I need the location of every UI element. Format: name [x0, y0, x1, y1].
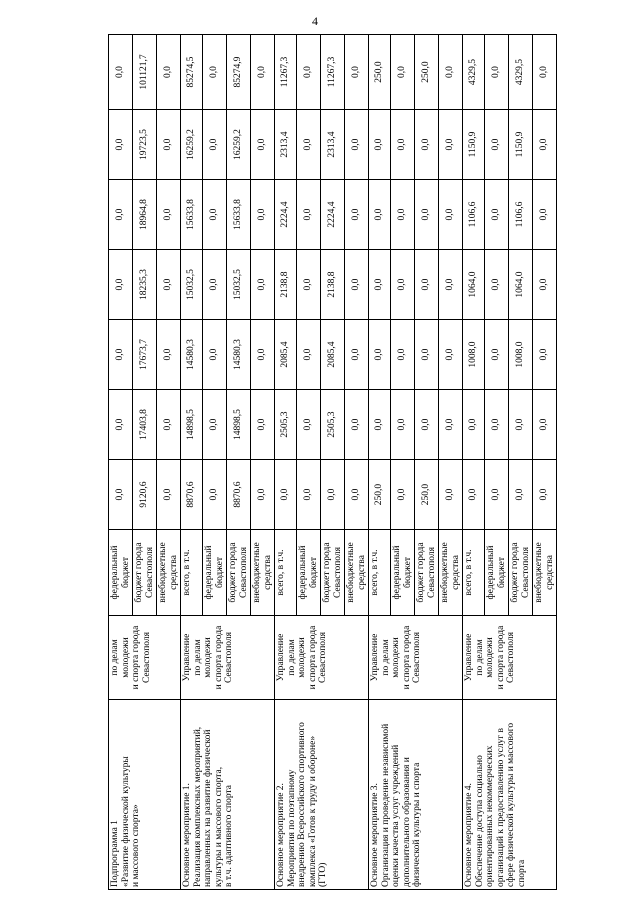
measure-name: Основное мероприятие 4. Обеспечение доступа социально ориентированных некоммерческих организаций к предоставлению услуг в сфере физической культуры и массового спорта — [463, 700, 557, 890]
value-cell: 1064,0 — [509, 250, 533, 320]
value-cell: 2313,4 — [321, 110, 345, 180]
funding-source: бюджет города Севастополя — [509, 530, 533, 616]
measure-name: Подпрограмма 1 «Развитие физической культуры и массового спорта» — [109, 700, 181, 890]
value-cell: 0,0 — [297, 35, 321, 110]
value-cell: 0,0 — [439, 460, 463, 530]
value-cell: 0,0 — [439, 180, 463, 250]
value-cell: 0,0 — [533, 320, 557, 390]
value-cell: 1008,0 — [509, 320, 533, 390]
value-cell: 0,0 — [203, 390, 227, 460]
value-cell: 0,0 — [109, 320, 133, 390]
value-cell: 0,0 — [415, 320, 439, 390]
value-cell: 0,0 — [485, 460, 509, 530]
value-cell: 0,0 — [533, 460, 557, 530]
value-cell: 0,0 — [345, 390, 369, 460]
value-cell: 0,0 — [345, 250, 369, 320]
value-cell: 0,0 — [109, 390, 133, 460]
value-cell: 2138,8 — [275, 250, 297, 320]
table-row — [275, 35, 297, 890]
value-cell: 0,0 — [297, 110, 321, 180]
value-cell: 0,0 — [439, 35, 463, 110]
funding-source: всего, в т.ч. — [181, 530, 203, 616]
value-cell: 0,0 — [369, 180, 391, 250]
value-cell: 0,0 — [203, 250, 227, 320]
value-cell: 18964,8 — [133, 180, 157, 250]
value-cell: 14898,5 — [227, 390, 251, 460]
value-cell: 0,0 — [203, 35, 227, 110]
value-cell: 4329,5 — [509, 35, 533, 110]
value-cell: 0,0 — [345, 460, 369, 530]
funding-source: бюджет города Севастополя — [415, 530, 439, 616]
value-cell: 0,0 — [275, 460, 297, 530]
value-cell: 8870,6 — [181, 460, 203, 530]
funding-source: федеральный бюджет — [297, 530, 321, 616]
funding-source: федеральный бюджет — [391, 530, 415, 616]
value-cell: 0,0 — [485, 35, 509, 110]
value-cell: 0,0 — [439, 250, 463, 320]
value-cell: 14580,3 — [227, 320, 251, 390]
value-cell: 0,0 — [485, 390, 509, 460]
table-row — [369, 35, 391, 890]
value-cell: 250,0 — [369, 460, 391, 530]
value-cell: 0,0 — [391, 250, 415, 320]
value-cell: 0,0 — [203, 320, 227, 390]
funding-source: федеральный бюджет — [485, 530, 509, 616]
value-cell: 0,0 — [391, 180, 415, 250]
value-cell: 0,0 — [251, 180, 275, 250]
value-cell: 0,0 — [109, 180, 133, 250]
table-row — [463, 35, 485, 890]
value-cell: 85274,9 — [227, 35, 251, 110]
value-cell: 0,0 — [109, 460, 133, 530]
funding-source: федеральный бюджет — [203, 530, 227, 616]
value-cell: 0,0 — [533, 390, 557, 460]
value-cell: 2224,4 — [275, 180, 297, 250]
measure-name: Основное мероприятие 1. Реализация комплексных мероприятий, направленных на развитие физической культуры и массового спорта, в т.ч. адаптивного спорта — [181, 700, 275, 890]
value-cell: 0,0 — [157, 250, 181, 320]
table-row — [109, 35, 133, 890]
funding-source: бюджет города Севастополя — [227, 530, 251, 616]
value-cell: 0,0 — [439, 110, 463, 180]
value-cell: 16259,2 — [227, 110, 251, 180]
funding-source: всего, в т.ч. — [369, 530, 391, 616]
value-cell: 0,0 — [533, 180, 557, 250]
funding-source: внебюджетные средства — [251, 530, 275, 616]
value-cell: 0,0 — [297, 320, 321, 390]
value-cell: 15633,8 — [227, 180, 251, 250]
value-cell: 19723,5 — [133, 110, 157, 180]
funding-source: внебюджетные средства — [345, 530, 369, 616]
responsible-executor: по делам молодежи и спорта города Севастополя — [109, 616, 181, 700]
value-cell: 0,0 — [415, 180, 439, 250]
value-cell: 0,0 — [345, 35, 369, 110]
value-cell: 0,0 — [345, 110, 369, 180]
value-cell: 0,0 — [157, 35, 181, 110]
value-cell: 2313,4 — [275, 110, 297, 180]
responsible-executor: Управление по делам молодежи и спорта города Севастополя — [463, 616, 557, 700]
measure-name: Основное мероприятие 3. Организация и проведение независимой оценки качества услуг учреждений дополнительного образования и физической культуры и спорта — [369, 700, 463, 890]
value-cell: 0,0 — [157, 180, 181, 250]
value-cell: 15032,5 — [227, 250, 251, 320]
value-cell: 0,0 — [391, 320, 415, 390]
value-cell: 2138,8 — [321, 250, 345, 320]
value-cell: 18235,3 — [133, 250, 157, 320]
funding-source: всего, в т.ч. — [463, 530, 485, 616]
value-cell: 0,0 — [251, 460, 275, 530]
value-cell: 0,0 — [297, 250, 321, 320]
value-cell: 2085,4 — [275, 320, 297, 390]
value-cell: 0,0 — [251, 250, 275, 320]
value-cell: 1150,9 — [509, 110, 533, 180]
table-body — [109, 35, 557, 890]
value-cell: 9120,6 — [133, 460, 157, 530]
value-cell: 0,0 — [485, 320, 509, 390]
value-cell: 0,0 — [415, 250, 439, 320]
value-cell: 250,0 — [415, 460, 439, 530]
value-cell: 0,0 — [509, 460, 533, 530]
value-cell: 1150,9 — [463, 110, 485, 180]
value-cell: 0,0 — [203, 110, 227, 180]
funding-source: внебюджетные средства — [157, 530, 181, 616]
value-cell: 4329,5 — [463, 35, 485, 110]
responsible-executor: Управление по делам молодежи и спорта города Севастополя — [369, 616, 463, 700]
value-cell: 2505,3 — [275, 390, 297, 460]
funding-source: всего, в т.ч. — [275, 530, 297, 616]
value-cell: 0,0 — [157, 110, 181, 180]
value-cell: 11267,3 — [321, 35, 345, 110]
value-cell: 1106,6 — [509, 180, 533, 250]
value-cell: 0,0 — [251, 110, 275, 180]
value-cell: 0,0 — [251, 320, 275, 390]
financing-table — [108, 34, 557, 890]
value-cell: 0,0 — [391, 35, 415, 110]
page-number: 4 — [312, 14, 318, 28]
value-cell: 0,0 — [369, 320, 391, 390]
value-cell: 0,0 — [391, 460, 415, 530]
rotated-table-container — [108, 35, 574, 890]
value-cell: 0,0 — [391, 110, 415, 180]
value-cell: 0,0 — [439, 390, 463, 460]
value-cell: 0,0 — [109, 110, 133, 180]
table-row — [181, 35, 203, 890]
value-cell: 16259,2 — [181, 110, 203, 180]
value-cell: 85274,5 — [181, 35, 203, 110]
value-cell: 0,0 — [157, 390, 181, 460]
value-cell: 0,0 — [203, 460, 227, 530]
value-cell: 0,0 — [321, 460, 345, 530]
value-cell: 0,0 — [415, 110, 439, 180]
value-cell: 0,0 — [533, 110, 557, 180]
value-cell: 0,0 — [251, 35, 275, 110]
funding-source: бюджет города Севастополя — [321, 530, 345, 616]
funding-source: внебюджетные средства — [439, 530, 463, 616]
value-cell: 0,0 — [415, 390, 439, 460]
value-cell: 0,0 — [251, 390, 275, 460]
value-cell: 0,0 — [157, 460, 181, 530]
value-cell: 2085,4 — [321, 320, 345, 390]
value-cell: 14898,5 — [181, 390, 203, 460]
value-cell: 17673,7 — [133, 320, 157, 390]
funding-source: внебюджетные средства — [533, 530, 557, 616]
value-cell: 0,0 — [439, 320, 463, 390]
value-cell: 0,0 — [463, 390, 485, 460]
responsible-executor: Управление по делам молодежи и спорта города Севастополя — [181, 616, 275, 700]
value-cell: 0,0 — [345, 180, 369, 250]
value-cell: 250,0 — [369, 35, 391, 110]
value-cell: 0,0 — [533, 250, 557, 320]
value-cell: 2505,3 — [321, 390, 345, 460]
value-cell: 15032,5 — [181, 250, 203, 320]
value-cell: 1064,0 — [463, 250, 485, 320]
value-cell: 0,0 — [369, 390, 391, 460]
value-cell: 0,0 — [297, 390, 321, 460]
value-cell: 2224,4 — [321, 180, 345, 250]
value-cell: 0,0 — [463, 460, 485, 530]
funding-source: федеральный бюджет — [109, 530, 133, 616]
value-cell: 14580,3 — [181, 320, 203, 390]
value-cell: 0,0 — [485, 110, 509, 180]
value-cell: 250,0 — [415, 35, 439, 110]
value-cell: 0,0 — [109, 250, 133, 320]
value-cell: 15633,8 — [181, 180, 203, 250]
value-cell: 0,0 — [485, 250, 509, 320]
value-cell: 0,0 — [109, 35, 133, 110]
value-cell: 0,0 — [485, 180, 509, 250]
value-cell: 8870,6 — [227, 460, 251, 530]
value-cell: 0,0 — [157, 320, 181, 390]
value-cell: 0,0 — [345, 320, 369, 390]
responsible-executor: Управление по делам молодежи и спорта города Севастополя — [275, 616, 369, 700]
value-cell: 1008,0 — [463, 320, 485, 390]
value-cell: 0,0 — [203, 180, 227, 250]
value-cell: 17403,8 — [133, 390, 157, 460]
measure-name: Основное мероприятие 2. Мероприятия по поэтапному внедрению Всероссийского спортивного комплекса «Готов к труду и обороне» (ГТО) — [275, 700, 369, 890]
value-cell: 0,0 — [369, 250, 391, 320]
value-cell: 0,0 — [391, 390, 415, 460]
value-cell: 1106,6 — [463, 180, 485, 250]
value-cell: 0,0 — [509, 390, 533, 460]
value-cell: 0,0 — [297, 460, 321, 530]
value-cell: 0,0 — [533, 35, 557, 110]
value-cell: 11267,3 — [275, 35, 297, 110]
value-cell: 101121,7 — [133, 35, 157, 110]
funding-source: бюджет города Севастополя — [133, 530, 157, 616]
value-cell: 0,0 — [297, 180, 321, 250]
value-cell: 0,0 — [369, 110, 391, 180]
